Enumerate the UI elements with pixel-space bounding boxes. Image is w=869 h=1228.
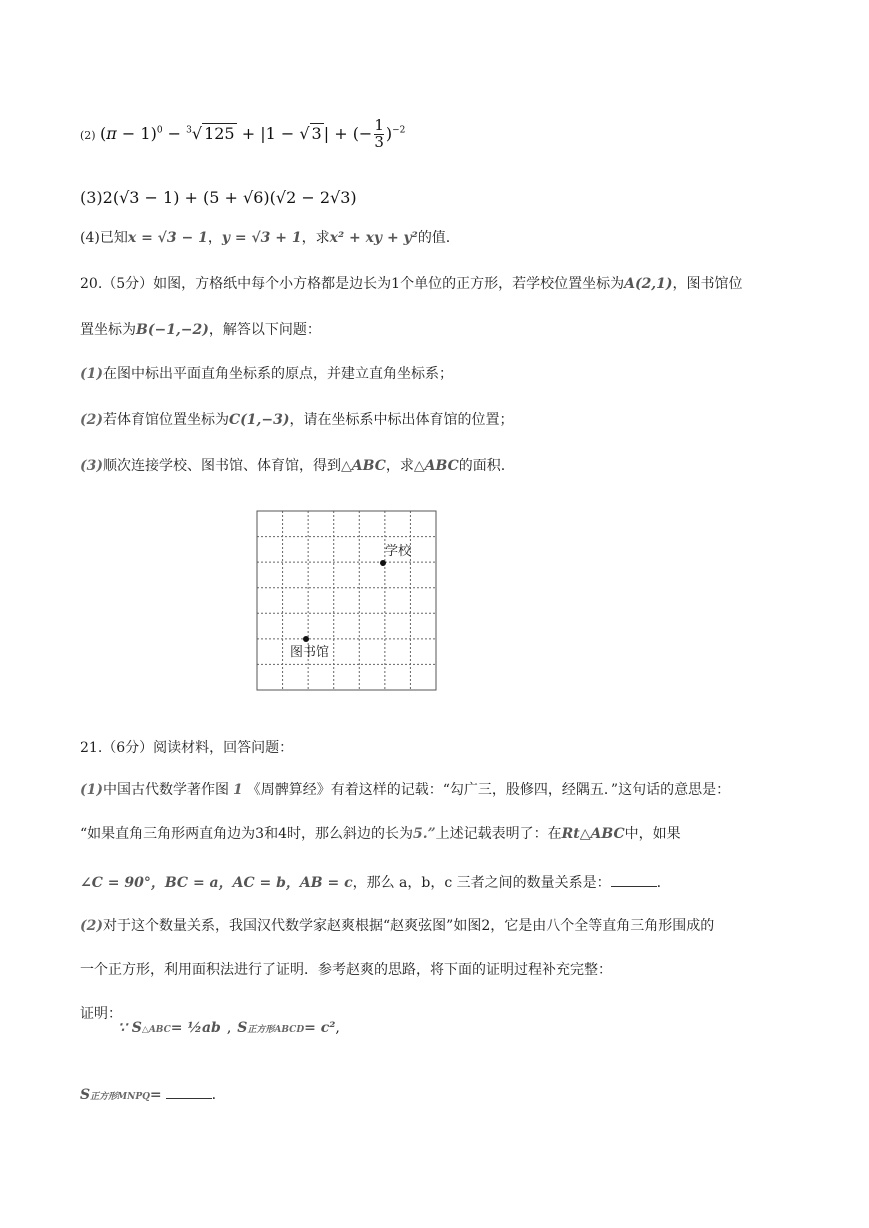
q20-sub2 [80, 412, 513, 429]
q20-sub2-label: (2) [80, 412, 103, 428]
q20-sub3-label: (3) [80, 458, 103, 474]
q21-proof-end: . [211, 1087, 217, 1103]
q21-sub2-b: 如图2，它是由八个全等直角三角形围成的 [453, 918, 715, 934]
area-abcd-sub: 正方形ABCD [247, 1025, 305, 1035]
answer-blank-1[interactable] [611, 872, 657, 887]
item-4-mid: ，求 [301, 230, 330, 246]
grid-border [257, 511, 436, 690]
item-4-y: y = √3 + 1 [221, 230, 302, 246]
q21-sub1-line3 [80, 872, 661, 892]
q21-sub2-d: ，利用面积法进行了证明．参考赵爽的思路，将下面的证明过程补充完整： [150, 962, 612, 978]
item-3 [80, 188, 357, 208]
q20-sub1-text: 在图中标出平面直角坐标系的原点，并建立直角坐标系； [103, 366, 453, 382]
q21-sub1-g: ，那么 a，b，c 三者之间的数量关系是： [352, 875, 611, 891]
q20-sub3-text-a: 顺次连接学校、图书馆、体育馆，得到 [103, 458, 341, 474]
grid-lines [257, 511, 436, 690]
item-4-x: x = √3 − 1 [127, 230, 208, 246]
q21-proof-label [80, 1006, 122, 1023]
answer-blank-2[interactable] [166, 1084, 212, 1099]
q21-sub2-line2 [80, 962, 612, 979]
item-4-end: 的值. [417, 230, 451, 246]
item-3-label: (3) [80, 188, 103, 207]
triangle-abc-1: △ABC [341, 458, 386, 474]
q21-intro-text: 21.（6分）阅读材料，回答问题： [80, 740, 294, 756]
item-2 [80, 118, 405, 151]
item-4-sep: ， [207, 230, 222, 246]
q20-sub1 [80, 366, 453, 383]
area-mnpq-symbol: S [80, 1087, 91, 1103]
library-label: 图书馆 [290, 644, 330, 659]
area-mnpq-sub: 正方形MNPQ [90, 1092, 150, 1102]
coord-a: A(2,1) [624, 276, 673, 292]
item-2-label: (2) [80, 128, 96, 142]
q21-proof-line2 [80, 1084, 216, 1104]
area-abc-symbol: ∵ S [118, 1020, 142, 1036]
q21-sub1-b: 有着这样的记载：“勾广三，股修四，经隅五．” [330, 782, 619, 798]
area-abc-value: = ½ab [170, 1020, 221, 1036]
q20-sub3-text-b: ，求 [385, 458, 414, 474]
item-2-expression: $(\pi - 1)^0 - ^3√$ 125 + |1 − √ 3 | + (− $\frac{1}{3}$ )$^{-2}$ [100, 116, 406, 151]
q21-book: 《周髀算经》 [246, 782, 331, 798]
item-4-expr: x² + xy + y² [329, 230, 418, 246]
q21-sub2-c: 一个正方形 [80, 962, 150, 978]
area-abcd-symbol: S [237, 1020, 248, 1036]
area-abcd-value: = c² [304, 1020, 336, 1036]
q21-fig-number: 1 [233, 782, 243, 798]
rt-triangle: Rt△ABC [561, 826, 625, 842]
q21-intro [80, 740, 293, 757]
q21-sub1-c: 这句话的意思是： [618, 782, 731, 798]
q21-sub1-e: 上述记载表明了：在 [435, 826, 562, 842]
q21-sub1-line2 [80, 826, 681, 843]
grid-figure [256, 510, 438, 692]
q20-sub3 [80, 458, 505, 475]
q21-sub1-label: (1) [80, 782, 103, 798]
school-point [380, 560, 386, 566]
q21-sub1-d: “如果直角三角形两直角边为3和4时，那么斜边的长为 [80, 826, 413, 842]
q21-sub2-line1 [80, 918, 714, 935]
q21-proof-line1: ∵ S△ABC= ½ab , S正方形ABCD= c², [118, 1020, 340, 1036]
q20-intro-a: 20.（5分）如图，方格纸中每个小方格都是边长为1个单位的正方形，若学校位置坐标为 [80, 276, 625, 292]
q21-condition: ∠C = 90°，BC = a，AC = b，AB = c [80, 875, 353, 891]
area-mnpq-eq: = [149, 1087, 162, 1103]
q20-intro-c: 置坐标为 [80, 322, 136, 338]
item-4-prefix: (4)已知 [80, 230, 128, 246]
item-3-expression: 2(√3 − 1) + (5 + √6)(√2 − 2√3) [102, 188, 357, 207]
area-abc-sub: △ABC [141, 1025, 171, 1035]
q20-intro-line1 [80, 276, 743, 293]
q20-intro-line2 [80, 322, 321, 339]
q20-sub2-text-a: 若体育馆位置坐标为 [103, 412, 229, 428]
school-label: 学校 [385, 543, 412, 558]
q21-five: 5.” [412, 826, 436, 842]
q20-sub2-text-b: ，请在坐标系中标出体育馆的位置； [289, 412, 514, 428]
q21-sub2-label: (2) [80, 918, 103, 934]
triangle-abc-2: △ABC [413, 458, 459, 474]
q21-sub1-f: 中，如果 [624, 826, 681, 842]
q20-intro-d: ，解答以下问题： [208, 322, 321, 338]
coord-c: C(1,−3) [229, 412, 290, 428]
q21-sub1-line1 [80, 782, 730, 799]
q20-intro-b: ，图书馆位 [672, 276, 743, 292]
q21-sub2-a: 对于这个数量关系，我国汉代数学家赵爽根据“赵爽弦图” [103, 918, 454, 934]
q20-sub1-label: (1) [80, 366, 103, 382]
q20-sub3-text-c: 的面积. [458, 458, 506, 474]
item-4 [80, 230, 450, 247]
library-point [303, 636, 309, 642]
q21-sub1-end: . [656, 875, 662, 891]
coord-b: B(−1,−2) [136, 322, 209, 338]
proof-label: 证明： [80, 1006, 122, 1022]
q21-sub1-a: 中国古代数学著作图 [103, 782, 229, 798]
